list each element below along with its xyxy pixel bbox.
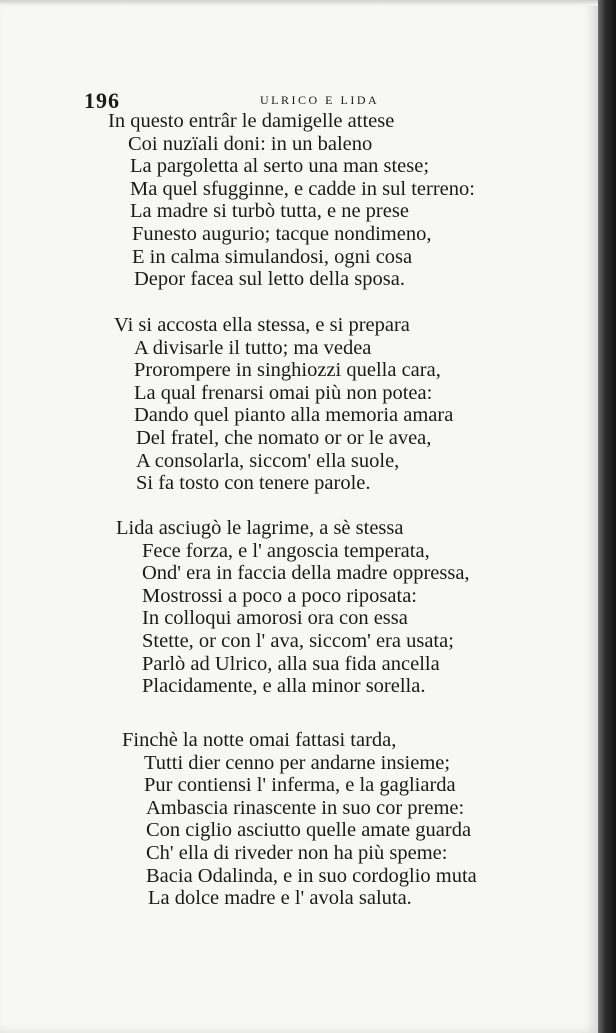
verse-line: Ch' ella di riveder non ha più speme: xyxy=(146,841,448,864)
verse-line: Dando quel pianto alla memoria amara xyxy=(134,404,454,427)
verse-line: Parlò ad Ulrico, alla sua fida ancella xyxy=(142,652,440,675)
verse-line: Coi nuzïali doni: in un baleno xyxy=(128,132,373,155)
verse-line: Prorompere in singhiozzi quella cara, xyxy=(134,359,441,382)
stanza-2 xyxy=(114,314,616,495)
verse-line: Vi si accosta ella stessa, e si prepara xyxy=(114,314,410,336)
verse-line: A divisarle il tutto; ma vedea xyxy=(134,336,372,359)
verse-line: Depor facea sul letto della sposa. xyxy=(134,268,405,291)
verse-line: Lida asciugò le lagrime, a sè stessa xyxy=(116,517,404,539)
verse-line: La pargoletta al serto una man stese; xyxy=(130,155,430,178)
verse-line: Funesto augurio; tacque nondimeno, xyxy=(132,222,432,245)
verse-line: Placidamente, e alla minor sorella. xyxy=(142,675,426,698)
stanza-4 xyxy=(122,729,616,910)
verse-line: In colloqui amorosi ora con essa xyxy=(142,607,408,630)
verse-line: La qual frenarsi omai più non potea: xyxy=(134,381,433,404)
verse-line: La madre si turbò tutta, e ne prese xyxy=(130,200,409,223)
verse-line: Del fratel, che nomato or or le avea, xyxy=(136,426,432,449)
verse-line: Finchè la notte omai fattasi tarda, xyxy=(122,729,397,751)
verse-line: Ond' era in faccia della madre oppressa, xyxy=(142,562,470,585)
verse-line: In questo entrâr le damigelle attese xyxy=(108,110,395,132)
verse-line: Tutti dier cenno per andarne insieme; xyxy=(144,751,451,774)
verse-line: Fece forza, e l' angoscia temperata, xyxy=(142,539,430,562)
page-header xyxy=(84,88,514,112)
verse-line: Stette, or con l' ava, siccom' era usata; xyxy=(142,629,454,652)
verse-line: La dolce madre e l' avola saluta. xyxy=(148,887,412,910)
book-spine-edge xyxy=(598,0,616,1033)
verse-line: Ma quel sfugginne, e cadde in sul terreno: xyxy=(130,177,475,200)
page-number: 196 xyxy=(84,88,120,113)
verse-line: Ambascia rinascente in suo cor preme: xyxy=(146,796,465,819)
verse-line: Si fa tosto con tenere parole. xyxy=(136,472,371,495)
page-top-edge xyxy=(0,0,598,6)
verse-line: A consolarla, siccom' ella suole, xyxy=(136,449,400,472)
stanza-1 xyxy=(108,110,616,291)
verse-line: Mostrossi a poco a poco riposata: xyxy=(142,584,417,607)
verse-line: Con ciglio asciutto quelle amate guarda xyxy=(146,819,472,842)
stanza-3 xyxy=(116,517,616,698)
running-title: ULRICO E LIDA xyxy=(260,93,380,107)
verse-line: Bacia Odalinda, e in suo cordoglio muta xyxy=(146,864,477,887)
verse-line: E in calma simulandosi, ogni cosa xyxy=(132,245,413,268)
verse-line: Pur contiensi l' inferma, e la gagliarda xyxy=(144,774,456,797)
